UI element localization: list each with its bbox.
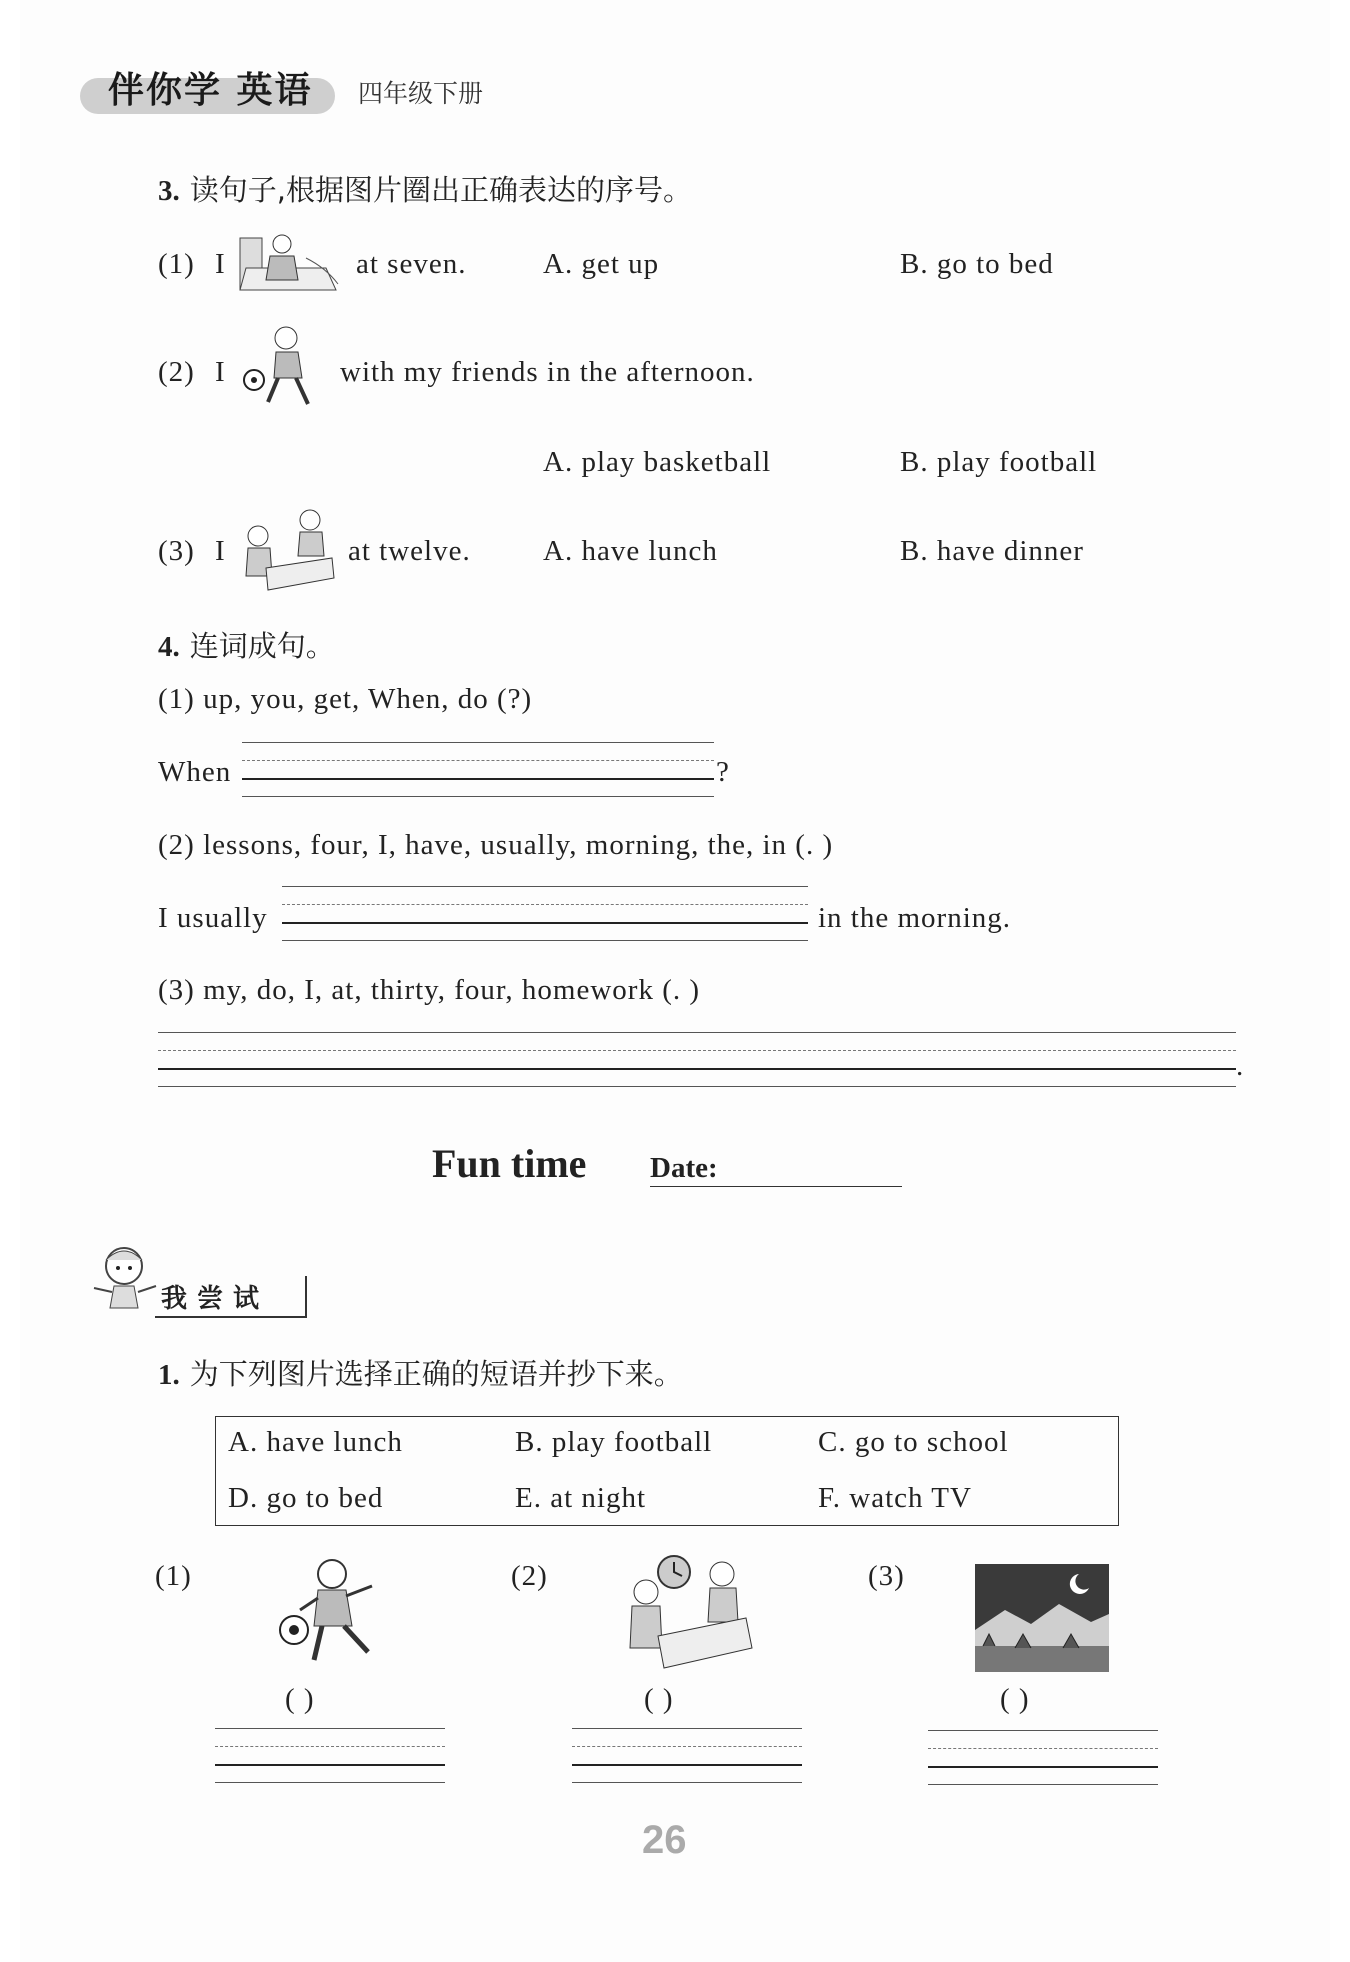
q3-item3-post: at twelve.: [348, 535, 471, 567]
q4-item3-tail: .: [1236, 1050, 1245, 1082]
q3-item1-post: at seven.: [356, 248, 467, 280]
date-label: Date:: [650, 1152, 718, 1184]
page-number: 26: [642, 1818, 687, 1862]
q3-item1-option-a[interactable]: A. get up: [543, 248, 660, 280]
q3-item2-option-a[interactable]: A. play basketball: [543, 446, 772, 478]
picture3-answer-paren[interactable]: ( ): [1000, 1683, 1030, 1715]
q4-item2-writing-line[interactable]: [282, 886, 808, 940]
picture3-num: (3): [868, 1560, 905, 1592]
q4-title: 4. 连词成句。: [158, 629, 335, 663]
option-f: F. watch TV: [818, 1482, 972, 1514]
try-section-label: 我尝试: [155, 1276, 307, 1318]
football-boy-picture: [272, 1556, 392, 1672]
q3-item2-post: with my friends in the afternoon.: [340, 356, 755, 388]
lunch-children-picture: [618, 1552, 758, 1676]
get-up-picture: [236, 228, 346, 296]
option-e: E. at night: [515, 1482, 647, 1514]
option-a: A. have lunch: [228, 1426, 403, 1458]
q4-item3-writing-line[interactable]: [158, 1032, 1236, 1086]
task1-title: 1. 为下列图片选择正确的短语并抄下来。: [158, 1357, 683, 1391]
picture1-answer-paren[interactable]: ( ): [285, 1683, 315, 1715]
picture2-answer-paren[interactable]: ( ): [644, 1683, 674, 1715]
q4-item1-prompt: (1) up, you, get, When, do (?): [158, 683, 533, 715]
picture1-num: (1): [155, 1560, 192, 1592]
picture3-writing-line[interactable]: [928, 1730, 1158, 1784]
q3-item3-num: (3): [158, 535, 195, 567]
q3-item2-option-b[interactable]: B. play football: [900, 446, 1098, 478]
q4-item1-tail: ?: [716, 756, 730, 788]
q4-item2-tail: in the morning.: [818, 902, 1012, 934]
q3-item3-pre: I: [215, 535, 226, 567]
q4-item2-prompt: (2) lessons, four, I, have, usually, morning, the, in (. ): [158, 829, 834, 861]
girl-mascot-icon: [90, 1242, 160, 1322]
q3-item3-option-b[interactable]: B. have dinner: [900, 535, 1084, 567]
fun-time-heading: Fun time: [432, 1141, 587, 1186]
picture2-num: (2): [511, 1560, 548, 1592]
q4-item1-lead: When: [158, 756, 232, 788]
option-b: B. play football: [515, 1426, 713, 1458]
q3-item1-num: (1): [158, 248, 195, 280]
picture1-writing-line[interactable]: [215, 1728, 445, 1782]
q3-item2-num: (2): [158, 356, 195, 388]
football-picture: [238, 324, 326, 416]
q3-title: 3. 读句子,根据图片圈出正确表达的序号。: [158, 173, 692, 207]
date-input-line[interactable]: [650, 1186, 902, 1187]
night-scene-picture: [975, 1564, 1109, 1672]
q3-item1-option-b[interactable]: B. go to bed: [900, 248, 1054, 280]
lunch-picture: [236, 506, 336, 596]
grade-label: 四年级下册: [358, 79, 484, 108]
q3-item1-pre: I: [215, 248, 226, 280]
option-d: D. go to bed: [228, 1482, 384, 1514]
brand-title: 伴你学 英语: [108, 70, 313, 111]
q4-item3-prompt: (3) my, do, I, at, thirty, four, homework (. ): [158, 974, 701, 1006]
q4-item1-writing-line[interactable]: [242, 742, 714, 796]
q4-item2-lead: I usually: [158, 902, 268, 934]
q3-item3-option-a[interactable]: A. have lunch: [543, 535, 718, 567]
picture2-writing-line[interactable]: [572, 1728, 802, 1782]
option-c: C. go to school: [818, 1426, 1009, 1458]
q3-item2-pre: I: [215, 356, 226, 388]
